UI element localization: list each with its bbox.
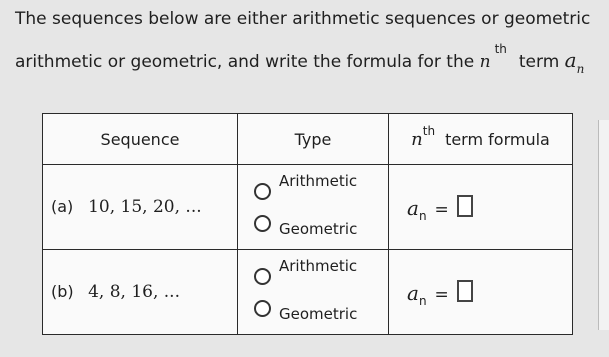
- arithmetic-radio-option[interactable]: [254, 172, 388, 207]
- type-cell: [238, 165, 389, 250]
- header-th-superscript: th: [422, 123, 436, 138]
- arithmetic-radio-button[interactable]: [254, 268, 271, 285]
- prompt-term-text: term: [518, 52, 560, 72]
- prompt-n-variable: n: [479, 52, 491, 72]
- geometric-radio-button[interactable]: [254, 300, 271, 317]
- arithmetic-radio-option[interactable]: [254, 257, 388, 292]
- sequence-cell: [43, 250, 238, 335]
- formula-equals: =: [434, 284, 449, 305]
- table-row: [43, 165, 573, 250]
- prompt-line-2-pre: arithmetic or geometric, and write the formula for the: [15, 52, 475, 72]
- formula-equals: =: [434, 199, 449, 220]
- geometric-label: Geometric: [279, 220, 358, 238]
- prompt-line-1-text: The sequences below are either arithmetic sequences or geometric: [15, 9, 591, 29]
- formula-cell: [389, 165, 573, 250]
- row-label: (b): [51, 282, 74, 301]
- prompt-th-superscript: th: [494, 42, 507, 56]
- header-n-variable: n: [411, 128, 423, 150]
- geometric-radio-button[interactable]: [254, 215, 271, 232]
- geometric-radio-option[interactable]: [254, 207, 388, 239]
- arithmetic-label: Arithmetic: [279, 257, 358, 275]
- header-formula: [389, 114, 573, 165]
- formula-a-variable: a: [407, 195, 419, 220]
- sequence-table: [42, 113, 573, 335]
- arithmetic-radio-button[interactable]: [254, 183, 271, 200]
- prompt-n-subscript: n: [576, 62, 585, 76]
- table-row: [43, 250, 573, 335]
- geometric-radio-option[interactable]: [254, 292, 388, 324]
- sequence-values: 4, 8, 16, ...: [88, 282, 180, 302]
- prompt-line-2: [15, 42, 585, 76]
- formula-a-variable: a: [407, 280, 419, 305]
- formula-answer-input[interactable]: [457, 280, 473, 302]
- sequence-cell: [43, 165, 238, 250]
- adjacent-panel-edge: [598, 120, 609, 330]
- table-header-row: [43, 114, 573, 165]
- prompt-a-variable: a: [564, 48, 577, 72]
- geometric-label: Geometric: [279, 305, 358, 323]
- header-formula-text: term formula: [445, 129, 550, 149]
- formula-n-subscript: n: [418, 208, 427, 223]
- header-type: Type: [238, 114, 389, 165]
- prompt-line-1: [15, 9, 590, 29]
- arithmetic-label: Arithmetic: [279, 172, 358, 190]
- formula-answer-input[interactable]: [457, 195, 473, 217]
- sequence-values: 10, 15, 20, ...: [88, 197, 202, 217]
- formula-cell: [389, 250, 573, 335]
- formula-n-subscript: n: [418, 293, 427, 308]
- type-cell: [238, 250, 389, 335]
- row-label: (a): [51, 197, 74, 216]
- header-sequence: Sequence: [43, 114, 238, 165]
